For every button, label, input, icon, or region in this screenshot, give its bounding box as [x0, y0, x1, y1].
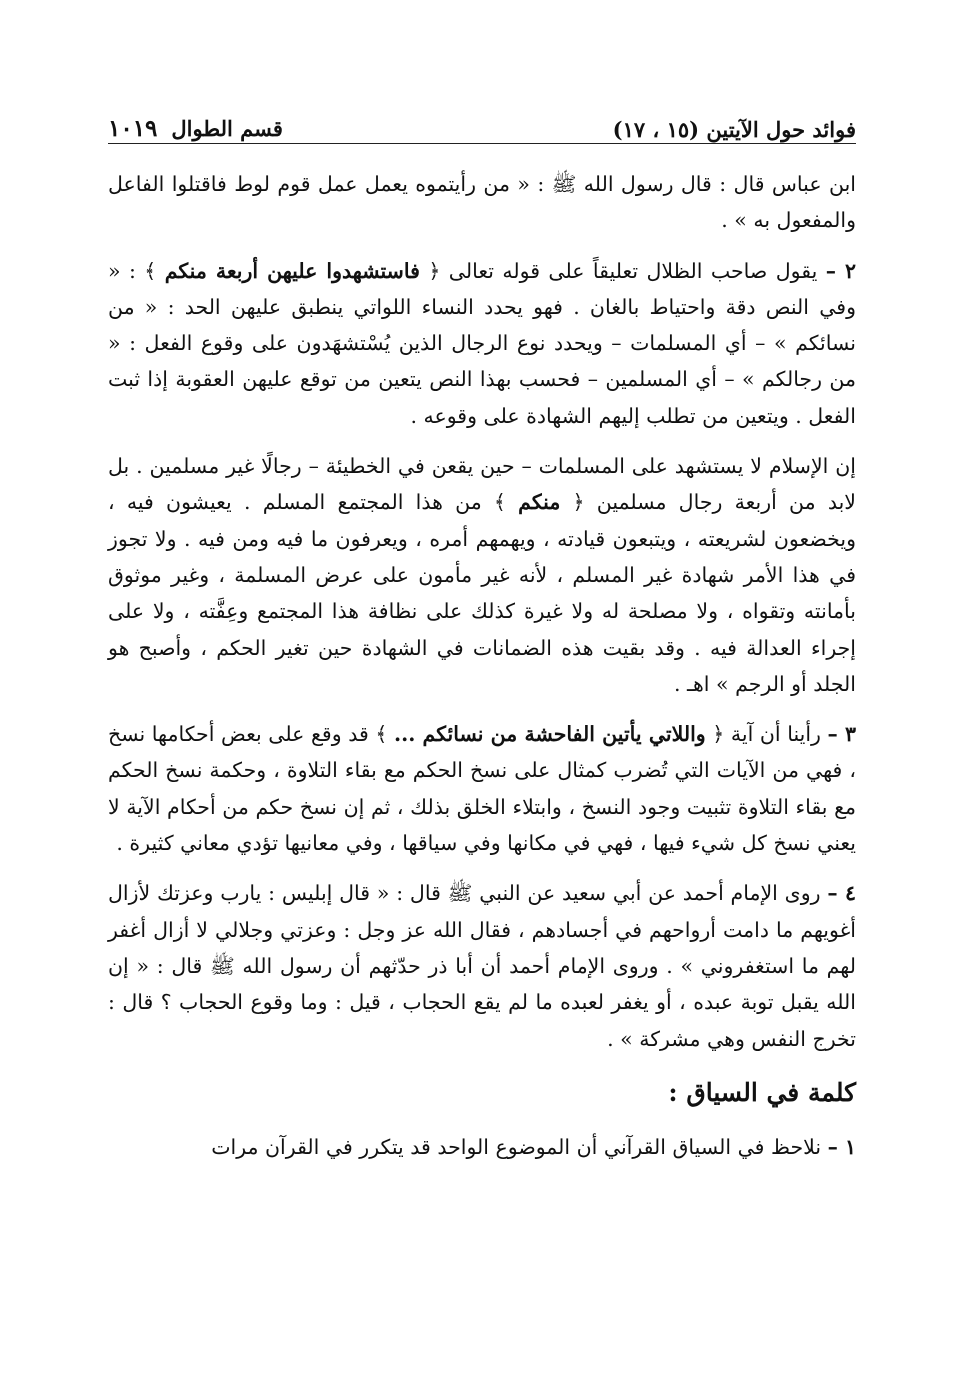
header-section [108, 115, 283, 142]
paragraph-1 [108, 253, 856, 434]
paragraph-text: نلاحظ في السياق القرآني أن الموضوع الواحد قد يتكرر في القرآن مرات [211, 1134, 828, 1159]
page-body [108, 166, 856, 1179]
paragraph-text: رأينا أن آية ﴿ [705, 722, 828, 747]
paragraph-3 [108, 716, 856, 861]
running-header [108, 108, 856, 142]
item-number: ٢ – [825, 258, 857, 283]
paragraph-text: ﴾ من هذا المجتمع المسلم . يعيشون فيه ، ويخضعون لشريعته ، ويتبعون قيادته ، ويهمهم أمره ، ويعرفون ما فيه ومن فيه . ولا تجوز في هذا الأمر شهادة غير المسلم ، لأنه غير مأمون على عرض المسلمة ، وغير موثوق بأمانته وتقواه ، ولا مصلحة له ولا غيرة كذلك على نظافة هذا المجتمع وعِفَّته ، ولا على إجراء العدالة فيه . وقد بقيت هذه الضمانات في الشهادة حين تغير الحكم ، وأصبح هو الجلد أو الرجم » اهـ . [108, 490, 856, 696]
item-number: ٣ – [827, 722, 857, 747]
page-number: ١٠١٩ [108, 115, 158, 142]
paragraph-text: روى الإمام أحمد عن أبي سعيد عن النبي ﷺ قال : « قال إبليس : يارب وعزتك لأزال أغويهم ما دامت أرواحهم في أجسادهم ، فقال الله عز وجل : وعزتي وجلالي لا أزال أغفر لهم ما استغفروني » . وروى الإمام أحمد أن أبا ذر حدّثهم أن رسول الله ﷺ قال : « إن الله يقبل توبة عبده ، أو يغفر لعبده ما لم يقع الحجاب ، قيل : وما وقوع الحجاب ؟ قال : تخرج النفس وهي مشركة » . [108, 881, 856, 1051]
paragraph-4 [108, 875, 856, 1056]
header-rule [108, 143, 856, 144]
header-section-label: قسم الطوال [171, 116, 283, 141]
paragraph-text: إن الإسلام لا يستشهد على المسلمات – حين يقعن في الخطيئة – رجالًا غير مسلمين . بل لابد من أربعة رجال مسلمين ﴿ [108, 454, 856, 515]
item-number: ٤ – [827, 881, 856, 906]
quran-quote: فاستشهدوا عليهن أربعة منكم [164, 258, 420, 283]
paragraph-5 [108, 1129, 856, 1165]
item-number: ١ – [827, 1134, 856, 1159]
paragraph-2 [108, 448, 856, 702]
paragraph-text: ﴾ : « وفي النص دقة واحتياط بالغان . فهو يحدد النساء اللواتي ينطبق عليهن الحد : « من نسائكم » – أي المسلمات – ويحدد نوع الرجال الذين يُسْتشهَدون على وقوع الفعل : « من رجالكم » – أي المسلمين – فحسب بهذا النص يتعين من توقع عليهن العقوبة إذا ثبت الفعل . ويتعين من تطلب إليهم الشهادة على وقوعه . [108, 258, 856, 428]
quran-quote: واللاتي يأتين الفاحشة من نسائكم ... [393, 722, 706, 747]
section-heading: كلمة في السياق : [668, 1077, 856, 1107]
quran-quote: منكم [518, 490, 561, 515]
paragraph-text: يقول صاحب الظلال تعليقاً على قوله تعالى ﴿ [419, 258, 826, 283]
header-title: فوائد حول الآيتين (١٥ ، ١٧) [612, 117, 856, 142]
paragraph-text: ﴾ قد وقع على بعض أحكامها نسخ ، فهي من الآيات التي تُضرب كمثال على نسخ الحكم مع بقاء التلاوة ، وحكمة نسخ الحكم مع بقاء التلاوة تثبيت وجود النسخ ، وابتلاء الخلق بذلك ، ثم إن نسخ حكم من أحكام الآية لا يعني نسخ كل شيء فيها ، فهي في مكانها وفي سياقها ، وفي معانيها تؤدي معاني كثيرة . [108, 722, 856, 856]
paragraph-0: ابن عباس قال : قال رسول الله ﷺ : « من رأيتموه يعمل عمل قوم لوط فاقتلوا الفاعل والمفعول به » . [108, 172, 856, 233]
